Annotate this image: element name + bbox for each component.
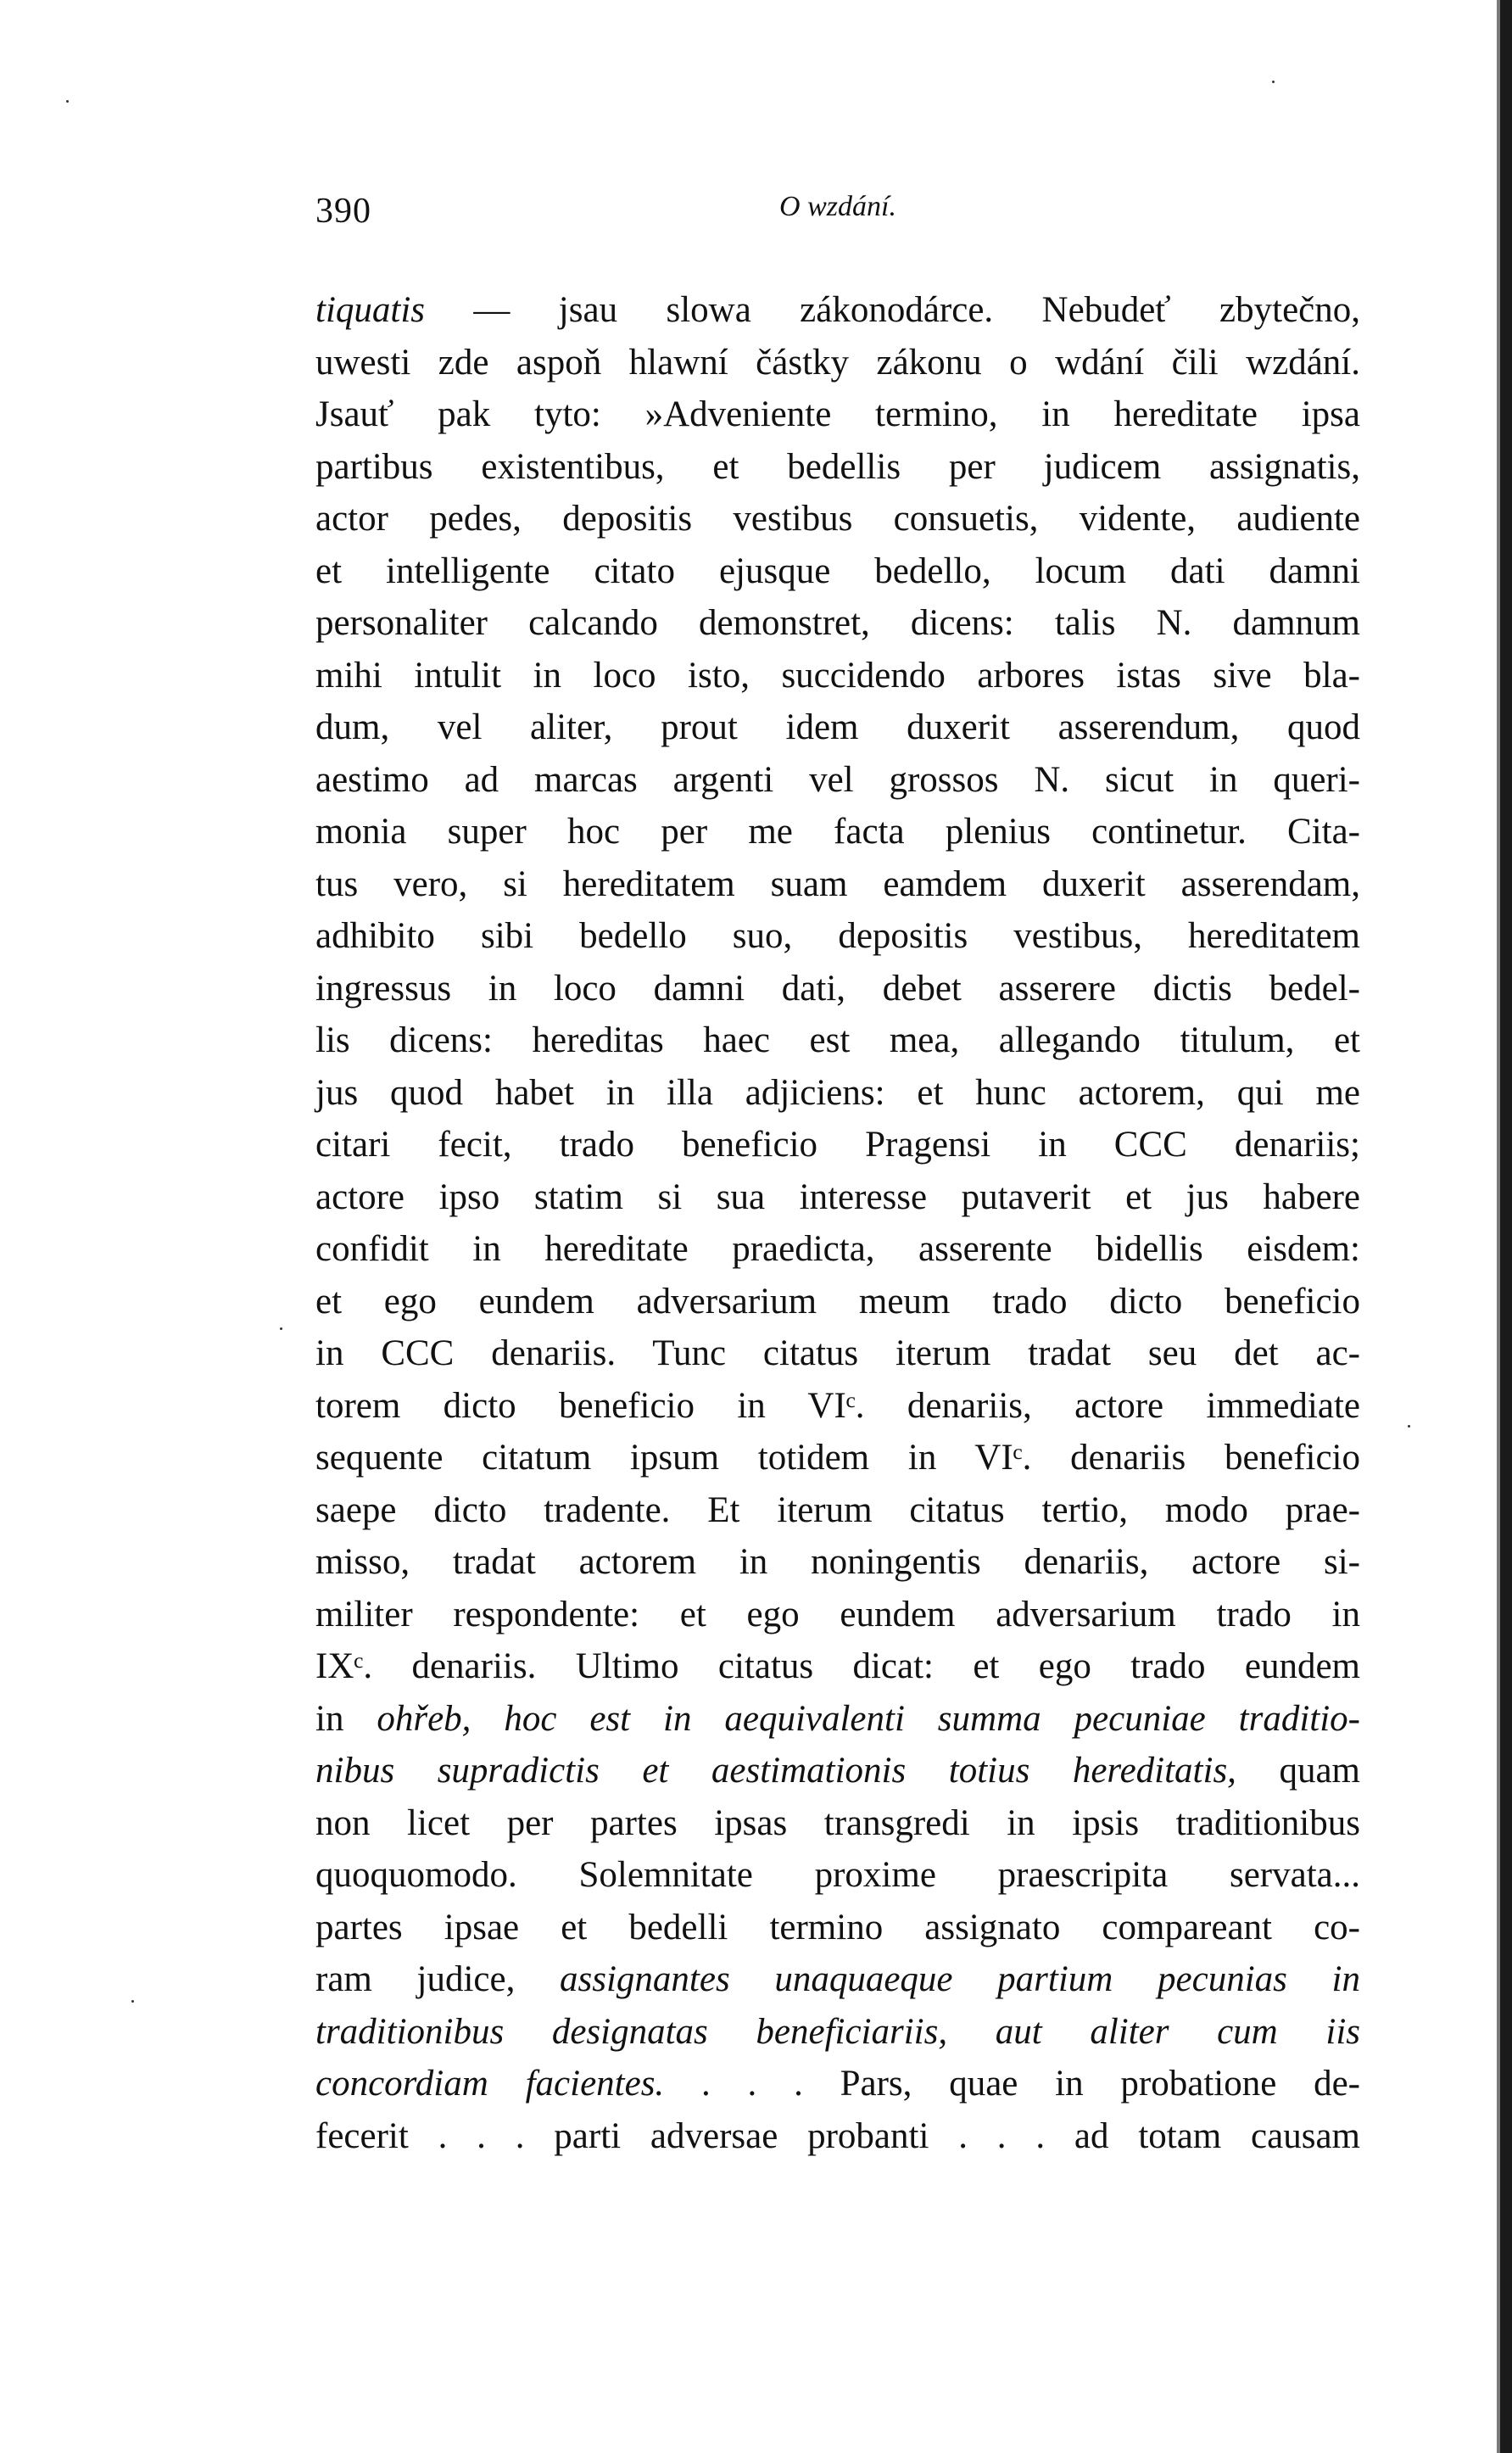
text-line: adhibito sibi bedello suo, depositis vestibus, hereditatem [315,916,1360,956]
text-line: confidit in hereditate praedicta, asserente bidellis eisdem: [315,1229,1360,1269]
text-line: monia super hoc per me facta plenius continetur. Cita- [315,812,1360,852]
page-number: 390 [315,192,371,231]
running-head [315,191,1360,250]
text-roman: . . . Pars, quae in probatione de- [664,2064,1360,2104]
text-line: et ego eundem adversarium meum trado dicto beneficio [315,1281,1360,1321]
text-line: ingressus in loco damni dati, debet asserere dictis bedel- [315,968,1360,1009]
scan-edge [1500,0,1512,2453]
text-roman: ram judice, [315,1959,560,1999]
text-line [315,1745,1360,1797]
text-line: et intelligente citato ejusque bedello, locum dati damni [315,550,1360,591]
text-line [315,2006,1360,2059]
text-line: saepe dicto tradente. Et iterum citatus tertio, modo prae- [315,1489,1360,1530]
text-line: lis dicens: hereditas haec est mea, allegando titulum, et [315,1020,1360,1060]
body-text [315,284,1360,2162]
scan-speck [1408,1425,1410,1428]
scan-speck [280,1327,282,1330]
book-page [315,191,1360,2162]
text-line: misso, tradat actorem in noningentis denariis, actore si- [315,1542,1360,1582]
text-line [315,1953,1360,2006]
text-line: sequente citatum ipsum totidem in VIᶜ. denariis beneficio [315,1438,1360,1478]
text-line: Jsauť pak tyto: »Adveniente termino, in hereditate ipsa [315,394,1360,434]
text-italic: ohřeb, hoc est in aequivalenti summa pecuniae traditio- [377,1698,1360,1739]
text-italic: assignantes unaquaeque partium pecunias in [560,1959,1360,1999]
text-line: in CCC denariis. Tunc citatus iterum tradat seu det ac- [315,1333,1360,1373]
text-line: non licet per partes ipsas transgredi in ipsis traditionibus [315,1802,1360,1843]
text-roman: quam [1236,1751,1360,1791]
text-line [315,284,1360,337]
text-italic: tiquatis [315,290,426,330]
scan-speck [1272,81,1275,83]
text-line: mihi intulit in loco isto, succidendo arbores istas sive bla- [315,655,1360,696]
text-italic: traditionibus designatas beneficiariis, aut aliter cum iis [315,2011,1360,2052]
text-line [315,1693,1360,1746]
text-italic: nibus supradictis et aestimationis totius hereditatis, [315,1751,1236,1791]
text-italic: concordiam facientes. [315,2064,665,2104]
scan-speck [131,2000,134,2003]
scan-speck [66,100,69,103]
text-line: militer respondente: et ego eundem adversarium trado in [315,1594,1360,1634]
text-line: fecerit . . . parti adversae probanti . . . ad totam causam [315,2115,1360,2156]
text-roman: — jsau slowa zákonodárce. Nebudeť zbytečno, [473,290,1360,330]
text-line [315,2058,1360,2110]
text-line: dum, vel aliter, prout idem duxerit asserendum, quod [315,707,1360,747]
text-line: actor pedes, depositis vestibus consuetis, vidente, audiente [315,499,1360,539]
text-line: actore ipso statim si sua interesse putaverit et jus habere [315,1176,1360,1217]
text-roman: in [315,1698,377,1739]
text-line: tus vero, si hereditatem suam eamdem duxerit asserendam, [315,863,1360,904]
text-line: quoquomodo. Solemnitate proxime praescripita servata... [315,1855,1360,1895]
text-line: jus quod habet in illa adjiciens: et hunc actorem, qui me [315,1072,1360,1113]
text-line: torem dicto beneficio in VIᶜ. denariis, actore immediate [315,1385,1360,1426]
text-line: uwesti zde aspoň hlawní částky zákonu o wdání čili wzdání. [315,342,1360,383]
text-line: personaliter calcando demonstret, dicens: talis N. damnum [315,603,1360,643]
text-line: citari fecit, trado beneficio Pragensi in CCC denariis; [315,1125,1360,1165]
text-line: IXᶜ. denariis. Ultimo citatus dicat: et ego trado eundem [315,1646,1360,1686]
running-title: O wzdání. [779,191,896,222]
text-line: partes ipsae et bedelli termino assignato compareant co- [315,1907,1360,1947]
text-line: aestimo ad marcas argenti vel grossos N. sicut in queri- [315,759,1360,800]
text-line: partibus existentibus, et bedellis per judicem assignatis, [315,446,1360,487]
